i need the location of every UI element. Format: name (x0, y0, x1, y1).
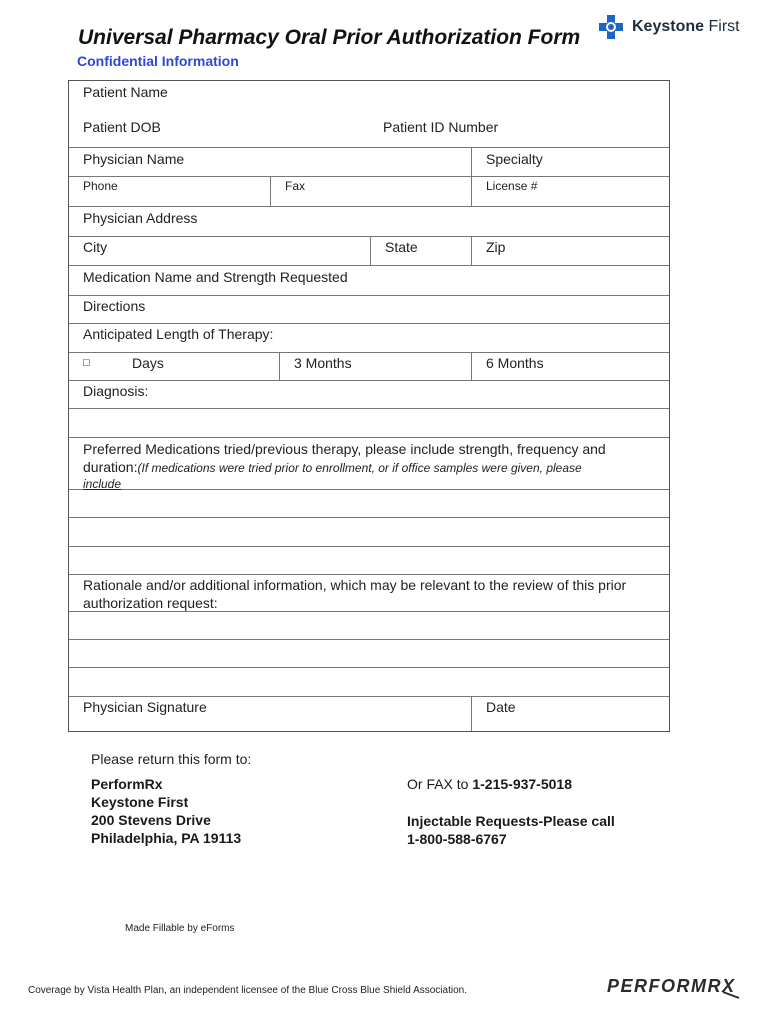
therapy-length-label: Anticipated Length of Therapy: (83, 326, 274, 342)
preferred-meds-label: Preferred Medications tried/previous therapy, please include strength, frequency and duration:(If medications were tried prior to enrollment, or if office samples were given, please (83, 441, 606, 475)
patient-name-field[interactable]: Patient Name (83, 84, 168, 100)
therapy-options-row (69, 353, 669, 381)
medication-field[interactable]: Medication Name and Strength Requested (83, 269, 348, 285)
address-line: Philadelphia, PA 19113 (91, 830, 242, 846)
address-row (69, 207, 669, 237)
injectable-phone: 1-800-588-6767 (407, 831, 507, 847)
confidential-subtitle: Confidential Information (77, 53, 239, 69)
preferred-meds-note: (If medications were tried prior to enrollment, or if office samples were given, please (137, 461, 582, 475)
address-line: 200 Stevens Drive (91, 812, 211, 828)
city-field[interactable]: City (83, 239, 108, 255)
return-label: Please return this form to: (91, 751, 252, 767)
patient-dob-field[interactable]: Patient DOB (83, 119, 161, 135)
zip-cell (471, 237, 669, 265)
preferred-meds-note-tail: include (83, 477, 122, 491)
preferred-meds-entry-row-2[interactable] (69, 518, 669, 547)
rationale-entry-row-3[interactable] (69, 668, 669, 697)
phone-field[interactable]: Phone (83, 179, 118, 193)
rationale-entry-row-2[interactable] (69, 640, 669, 668)
signature-row (69, 697, 669, 731)
return-address (91, 775, 241, 847)
therapy-length-row (69, 324, 669, 353)
diagnosis-label: Diagnosis: (83, 383, 149, 399)
three-months-cell[interactable] (279, 353, 471, 380)
date-field[interactable]: Date (486, 699, 516, 715)
address-line: Keystone First (91, 794, 189, 810)
patient-id-field[interactable]: Patient ID Number (383, 119, 499, 135)
preferred-meds-row (69, 438, 669, 490)
diagnosis-row (69, 381, 669, 409)
directions-field[interactable]: Directions (83, 298, 146, 314)
rationale-label: Rationale and/or additional information, which may be relevant to the review of this prior authorization request: (83, 577, 627, 611)
six-months-cell[interactable] (471, 353, 669, 380)
specialty-field[interactable]: Specialty (486, 151, 543, 167)
state-field[interactable]: State (385, 239, 418, 255)
directions-row (69, 296, 669, 324)
license-field[interactable]: License # (486, 179, 538, 193)
days-checkbox[interactable]: □ (83, 357, 90, 369)
preferred-meds-entry-row-3[interactable] (69, 547, 669, 575)
performrx-logo-text: PERFORMRX (607, 976, 736, 996)
physician-signature-field[interactable]: Physician Signature (83, 699, 207, 715)
state-cell (370, 237, 471, 265)
form-title: Universal Pharmacy Oral Prior Authorization Form (78, 26, 581, 49)
zip-field[interactable]: Zip (486, 239, 506, 255)
license-cell (471, 177, 669, 206)
fax-number: 1-215-937-5018 (472, 776, 572, 792)
six-months-option[interactable]: 6 Months (486, 355, 544, 371)
physician-name-field[interactable]: Physician Name (83, 151, 185, 167)
rationale-entry-row-1[interactable] (69, 612, 669, 640)
fax-cell (270, 177, 471, 206)
diagnosis-entry-row[interactable] (69, 409, 669, 438)
preferred-meds-entry-row-1[interactable] (69, 490, 669, 518)
specialty-cell (471, 148, 669, 176)
patient-section (69, 81, 669, 147)
physician-address-field[interactable]: Physician Address (83, 210, 198, 226)
made-fillable-note: Made Fillable by eForms (125, 923, 235, 934)
fax-field[interactable]: Fax (285, 179, 306, 193)
address-line: PerformRx (91, 776, 163, 792)
contact-row (69, 177, 669, 207)
physician-name-row (69, 147, 669, 177)
days-option-label: Days (132, 355, 164, 371)
blue-cross-icon (598, 14, 624, 40)
fax-info: Or FAX to 1-215-937-5018 (407, 776, 572, 792)
city-state-zip-row (69, 237, 669, 266)
performrx-logo (605, 972, 741, 1000)
injectable-requests: Injectable Requests-Please call 1-800-588-6767 (407, 813, 615, 847)
rationale-row (69, 575, 669, 612)
keystone-first-logo (598, 10, 740, 44)
authorization-form (68, 80, 670, 732)
coverage-footer: Coverage by Vista Health Plan, an independent licensee of the Blue Cross Blue Shield Association. (28, 985, 467, 996)
brand-name: Keystone First (632, 18, 740, 35)
medication-row (69, 266, 669, 296)
three-months-option[interactable]: 3 Months (294, 355, 352, 371)
date-cell (471, 697, 669, 731)
